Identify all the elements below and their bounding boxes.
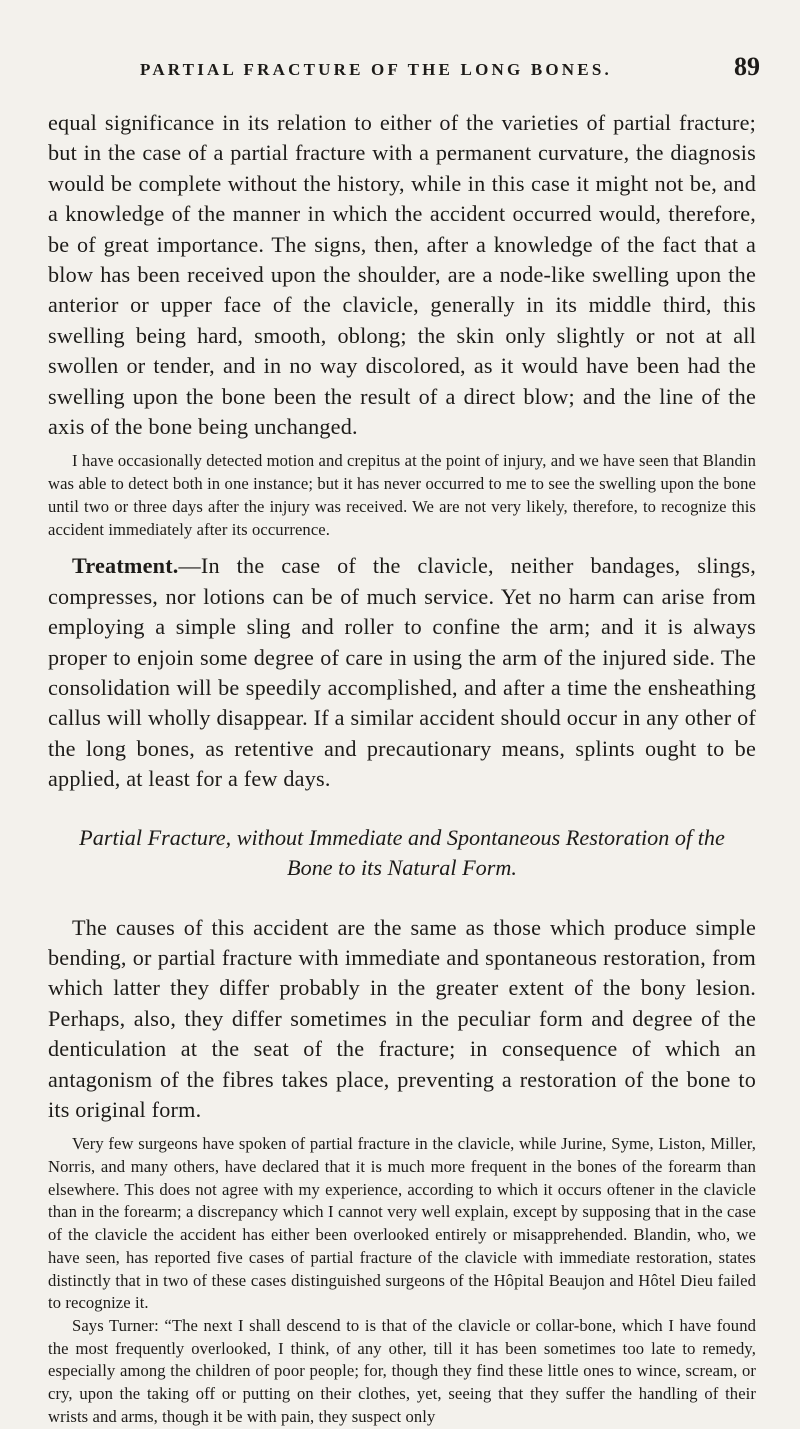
small-print-paragraph: Very few surgeons have spoken of partial fracture in the clavicle, while Jurine, Syme, Liston, Miller, Norris, and many others, have declared that it is much more frequent in the bones of the forearm than elsewhere. This does not agree with my experience, according to which it occurs oftener in the clavicle than in the forearm; a discrepancy which I cannot very well explain, except by supposing that in the case of the clavicle the accident has either been overlooked entirely or misapprehended. Blandin, who, we have seen, has reported five cases of partial fracture of the clavicle with immediate restoration, states distinctly that in two of these cases distinguished surgeons of the Hôpital Beaujon and Hôtel Dieu failed to recognize it. — [48, 1134, 756, 1313]
treatment-paragraph — [48, 551, 756, 794]
causes-paragraph: The causes of this accident are the same as those which produce simple bending, or partial fracture with immediate and spontaneous restoration, from which latter they differ probably in the greater extent of the bony lesion. Perhaps, also, they differ sometimes in the peculiar form and degree of the denticulation at the seat of the fracture; in consequence of which an antagonism of the fibres takes place, preventing a restoration of the bone to its original form. — [48, 914, 756, 1122]
running-header — [140, 52, 760, 82]
page-number: 89 — [734, 52, 760, 81]
paragraph-continued: equal significance in its relation to either of the varieties of partial fracture; but in the case of a partial fracture with a permanent curvature, the diagnosis would be complete without the history, while in this case it might not be, and a knowledge of the manner in which the accident occurred would, therefore, be of great importance. The signs, then, after a knowledge of the fact that a blow has been received upon the shoulder, are a node-like swelling upon the anterior or upper face of the clavicle, generally in its middle third, this swelling being hard, smooth, oblong; the skin only slightly or not at all swollen or tender, and in no way discolored, as it would have been had the swelling upon the bone been the result of a direct blow; and the line of the axis of the bone being unchanged. — [48, 110, 756, 440]
small-print-paragraph: Says Turner: “The next I shall descend to is that of the clavicle or collar-bone, which I have found the most frequently overlooked, I think, of any other, till it has been sometimes too late to remedy, especially among the children of poor people; for, though they find these little ones to wince, scream, or cry, upon the taking off or putting on their clothes, yet, seeing that they suffer the handling of their wrists and arms, though it be with pain, they suspect only — [48, 1316, 756, 1426]
section-subheading: Partial Fracture, without Immediate and Spontaneous Restoration of the Bone to its Natural Form. — [79, 824, 725, 880]
small-print-paragraph: I have occasionally detected motion and crepitus at the point of injury, and we have seen that Blandin was able to detect both in one instance; but it has never occurred to me to see the swelling upon the bone until two or three days after the injury was received. We are not very likely, therefore, to recognize this accident immediately after its occurrence. — [48, 451, 756, 539]
treatment-heading: Treatment. — [72, 553, 179, 579]
treatment-text: —In the case of the clavicle, neither bandages, slings, compresses, nor lotions can be of much service. Yet no harm can arise from employing a simple sling and roller to confine the arm; and it is always proper to enjoin some degree of care in using the arm of the injured side. The consolidation will be speedily accomplished, and after a time the ensheathing callus will wholly disappear. If a similar accident should occur in any other of the long bones, as retentive and precautionary means, splints ought to be applied, at least for a few days. — [48, 553, 756, 792]
running-title: PARTIAL FRACTURE OF THE LONG BONES. — [140, 60, 612, 79]
page-body — [48, 108, 756, 1429]
